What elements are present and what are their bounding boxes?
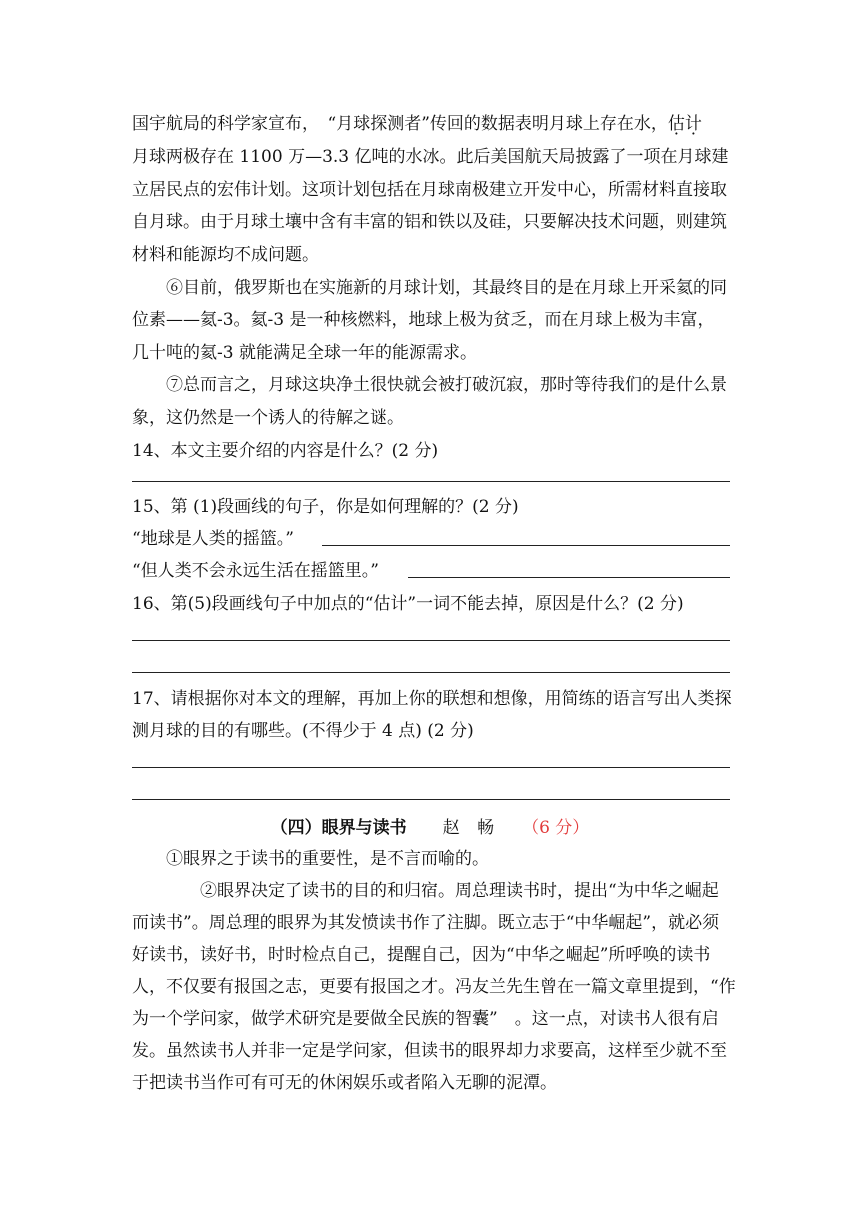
para5-line-4: 自月球。由于月球土壤中含有丰富的铝和铁以及硅，只要解决技术问题，则建筑 (132, 212, 727, 232)
para6-line-3: 几十吨的氦-3 就能满足全球一年的能源需求。 (132, 343, 477, 363)
question-15-sentence-1: “地球是人类的摇篮。” (132, 529, 294, 549)
question-15: 15、第 (1)段画线的句子，你是如何理解的？(2 分) (132, 497, 519, 517)
para6-line-1: ⑥目前，俄罗斯也在实施新的月球计划，其最终目的是在月球上开采氦的同 (166, 278, 727, 298)
essay-para-2-line-5: 为一个学问家，做学术研究是要做全民族的智囊” 。这一点，对读书人很有启 (132, 1009, 719, 1029)
section-author: 赵 畅 (442, 818, 501, 838)
question-17-line-2: 测月球的目的有哪些。(不得少于 4 点) (2 分) (132, 721, 474, 741)
essay-para-2-line-6: 发。虽然读书人并非一定是学问家，但读书的眼界却力求要高，这样至少就不至 (132, 1041, 727, 1061)
essay-para-1: ①眼界之于读书的重要性，是不言而喻的。 (166, 849, 489, 869)
answer-line-q17-2[interactable] (132, 799, 730, 800)
para7-line-2: 象，这仍然是一个诱人的待解之谜。 (132, 408, 404, 428)
question-17-line-1: 17、请根据你对本文的理解，再加上你的联想和想像，用简练的语言写出人类探 (132, 689, 732, 709)
essay-para-2-line-7: 于把读书当作可有可无的休闲娱乐或者陷入无聊的泥潭。 (132, 1073, 557, 1093)
para5-line-3: 立居民点的宏伟计划。这项计划包括在月球南极建立开发中心，所需材料直接取 (132, 180, 727, 200)
essay-para-2-line-1: ②眼界决定了读书的目的和归宿。周总理读书时，提出“为中华之崛起 (200, 881, 719, 901)
question-15-sentence-2: “但人类不会永远生活在摇篮里。” (132, 561, 379, 581)
para5-text: 国宇航局的科学家宣布， “月球探测者”传回的数据表明月球上存在水， (132, 114, 668, 134)
answer-line-q15-2[interactable] (408, 577, 730, 578)
para5-line-2: 月球两极存在 1100 万—3.3 亿吨的水冰。此后美国航天局披露了一项在月球建 (132, 147, 729, 167)
dotted-char: 估 (667, 114, 685, 134)
question-16: 16、第(5)段画线句子中加点的“估计”一词不能去掉，原因是什么？(2 分) (132, 594, 684, 614)
section-title: （四）眼界与读书 (270, 818, 407, 838)
section-heading (0, 818, 860, 838)
answer-line-q14[interactable] (132, 481, 730, 482)
dotted-char: 计 (684, 114, 702, 134)
essay-para-2-line-2: 而读书”。周总理的眼界为其发愤读书作了注脚。既立志于“中华崛起”，就必须 (132, 913, 720, 933)
answer-line-q16-1[interactable] (132, 640, 730, 641)
para5-line-1 (132, 114, 702, 134)
section-score: （6 分） (522, 818, 590, 838)
question-14: 14、本文主要介绍的内容是什么？(2 分) (132, 441, 439, 461)
para7-line-1: ⑦总而言之，月球这块净土很快就会被打破沉寂，那时等待我们的是什么景 (166, 375, 727, 395)
answer-line-q15-1[interactable] (322, 545, 730, 546)
para6-line-2: 位素——氦-3。氦-3 是一种核燃料，地球上极为贫乏，而在月球上极为丰富， (132, 310, 715, 330)
answer-line-q16-2[interactable] (132, 672, 730, 673)
essay-para-2-line-4: 人，不仅要有报国之志，更要有报国之才。冯友兰先生曾在一篇文章里提到，“作 (132, 977, 736, 997)
para5-line-5: 材料和能源均不成问题。 (132, 245, 319, 265)
essay-para-2-line-3: 好读书，读好书，时时检点自己，提醒自己，因为“中华之崛起”所呼唤的读书 (132, 945, 711, 965)
answer-line-q17-1[interactable] (132, 767, 730, 768)
